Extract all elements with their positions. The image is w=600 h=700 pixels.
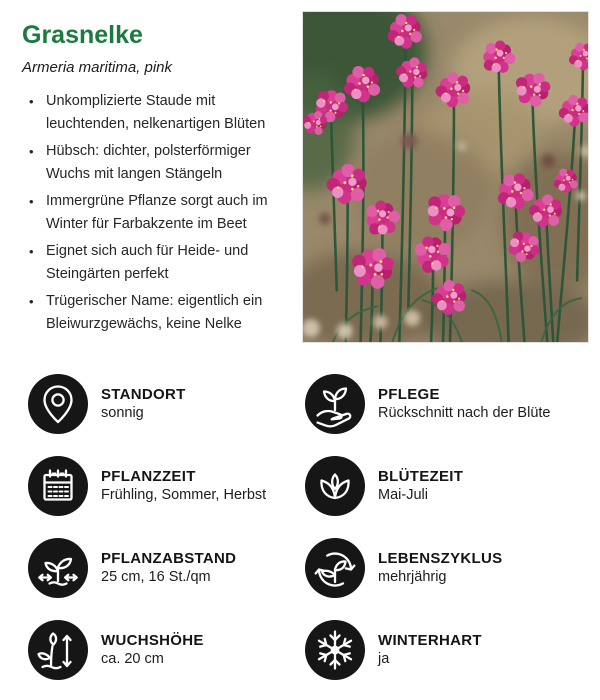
header: [22, 20, 172, 76]
attribute-text: [378, 549, 502, 587]
feature-item: • Trügerischer Name: eigentlich ein Bleiwurzgewächs, keine Nelke: [24, 290, 298, 336]
flower-glyph: [305, 456, 365, 516]
life-cycle-glyph: [305, 538, 365, 598]
attribute-value: ja: [378, 651, 390, 667]
attribute-text: [101, 385, 186, 423]
attribute-value: Mai-Juli: [378, 487, 428, 503]
attribute-pflanzabstand: [28, 538, 305, 598]
attribute-pflanzzeit: [28, 456, 305, 516]
plant-spacing-icon: [28, 538, 88, 598]
attribute-grid: [28, 374, 584, 680]
attribute-winterhart: [305, 620, 584, 680]
life-cycle-icon: [305, 538, 365, 598]
attribute-value: mehrjährig: [378, 569, 447, 585]
attribute-bluetezeit: [305, 456, 584, 516]
location-pin-glyph: [28, 374, 88, 434]
calendar-icon: [28, 456, 88, 516]
attribute-text: [378, 467, 463, 505]
hand-holding-plant-icon: [305, 374, 365, 434]
flower-photo-illustration: [303, 12, 588, 342]
attribute-value: 25 cm, 16 St./qm: [101, 569, 211, 585]
attribute-text: [378, 631, 482, 669]
attribute-lebenszyklus: [305, 538, 584, 598]
feature-list: [24, 90, 298, 340]
attribute-wuchshoehe: [28, 620, 305, 680]
attribute-value: sonnig: [101, 405, 144, 421]
growth-height-glyph: [28, 620, 88, 680]
attribute-label: WUCHSHÖHE: [101, 632, 204, 649]
attribute-label: WINTERHART: [378, 632, 482, 649]
attribute-text: [378, 385, 550, 423]
attribute-text: [101, 467, 266, 505]
attribute-value: Frühling, Sommer, Herbst: [101, 487, 267, 503]
attribute-label: PFLANZABSTAND: [101, 550, 237, 567]
attribute-text: [101, 631, 204, 669]
feature-item: • Hübsch: dichter, polsterförmiger Wuchs mit langen Stängeln: [24, 140, 298, 186]
attribute-label: PFLEGE: [378, 386, 440, 403]
flower-icon: [305, 456, 365, 516]
attribute-label: LEBENSZYKLUS: [378, 550, 503, 567]
attribute-text: [101, 549, 236, 587]
attribute-label: STANDORT: [101, 386, 186, 403]
attribute-pflege: [305, 374, 584, 434]
growth-height-icon: [28, 620, 88, 680]
feature-item: • Eignet sich auch für Heide- und Steingärten perfekt: [24, 240, 298, 286]
plant-spacing-glyph: [28, 538, 88, 598]
calendar-glyph: [28, 456, 88, 516]
attribute-standort: [28, 374, 305, 434]
plant-photo: [302, 11, 589, 343]
location-pin-icon: [28, 374, 88, 434]
feature-item: • Unkomplizierte Staude mit leuchtenden, nelkenartigen Blüten: [24, 90, 298, 136]
botanical-name: Armeria maritima, pink: [22, 59, 173, 76]
attribute-value: ca. 20 cm: [101, 651, 164, 667]
feature-item: • Immergrüne Pflanze sorgt auch im Winter für Farbakzente im Beet: [24, 190, 298, 236]
page-title: Grasnelke: [22, 21, 143, 49]
attribute-label: PFLANZZEIT: [101, 468, 196, 485]
attribute-value: Rückschnitt nach der Blüte: [378, 405, 551, 421]
snowflake-glyph: [305, 620, 365, 680]
snowflake-icon: [305, 620, 365, 680]
attribute-label: BLÜTEZEIT: [378, 468, 464, 485]
hand-holding-plant-glyph: [305, 374, 365, 434]
